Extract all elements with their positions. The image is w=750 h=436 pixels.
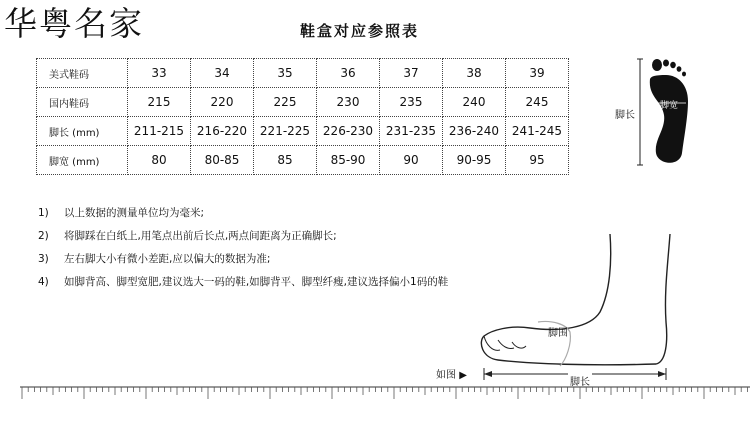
- table-cell: 220: [191, 88, 254, 117]
- table-cell: 80-85: [191, 146, 254, 175]
- list-item: [38, 202, 448, 225]
- list-item: [38, 248, 448, 271]
- row-label: 脚宽 (mm): [37, 146, 128, 175]
- page-title: 鞋盒对应参照表: [300, 22, 420, 40]
- table-cell: 33: [128, 59, 191, 88]
- table-cell: 230: [317, 88, 380, 117]
- foot-length-label: 脚长: [615, 110, 635, 121]
- foot-width-label: 脚宽: [659, 101, 679, 111]
- brand-logo: 华粤名家: [4, 4, 144, 43]
- table-cell: 95: [506, 146, 569, 175]
- table-cell: 211-215: [128, 117, 191, 146]
- table-cell: 39: [506, 59, 569, 88]
- right-arrow-icon: ▶: [459, 370, 467, 381]
- side-length-label: 脚长: [568, 373, 592, 388]
- note-text: 将脚踩在白纸上,用笔点出前后长点,两点间距离为正确脚长;: [64, 230, 337, 242]
- table-cell: 85: [254, 146, 317, 175]
- table-cell: 36: [317, 59, 380, 88]
- table-cell: 37: [380, 59, 443, 88]
- note-number: 1): [38, 207, 49, 219]
- list-item: [38, 271, 448, 294]
- table-cell: 240: [443, 88, 506, 117]
- table-cell: 235: [380, 88, 443, 117]
- table-cell: 225: [254, 88, 317, 117]
- table-row: [37, 117, 569, 146]
- table-cell: 221-225: [254, 117, 317, 146]
- table-cell: 231-235: [380, 117, 443, 146]
- table-cell: 38: [443, 59, 506, 88]
- table-cell: 216-220: [191, 117, 254, 146]
- row-label: 脚长 (mm): [37, 117, 128, 146]
- as-shown-label: [436, 366, 467, 381]
- note-text: 左右脚大小有微小差距,应以偏大的数据为准;: [64, 253, 271, 265]
- as-shown-text: 如图: [436, 370, 456, 381]
- row-label: 美式鞋码: [37, 59, 128, 88]
- foot-side-illustration: [470, 232, 680, 384]
- note-number: 4): [38, 276, 49, 288]
- table-cell: 241-245: [506, 117, 569, 146]
- notes-list: [38, 202, 448, 294]
- table-row: [37, 59, 569, 88]
- table-cell: 215: [128, 88, 191, 117]
- table-cell: 90: [380, 146, 443, 175]
- note-number: 2): [38, 230, 49, 242]
- table-row: [37, 88, 569, 117]
- table-cell: 236-240: [443, 117, 506, 146]
- list-item: [38, 225, 448, 248]
- foot-girth-label: 脚围: [548, 328, 568, 339]
- table-cell: 85-90: [317, 146, 380, 175]
- note-text: 如脚背高、脚型宽肥,建议选大一码的鞋,如脚背平、脚型纤瘦,建议选择偏小1码的鞋: [64, 276, 449, 288]
- size-table: [36, 58, 569, 175]
- table-cell: 80: [128, 146, 191, 175]
- table-row: [37, 146, 569, 175]
- table-cell: 35: [254, 59, 317, 88]
- ruler: [20, 386, 750, 416]
- note-text: 以上数据的测量单位均为毫米;: [64, 207, 205, 219]
- note-number: 3): [38, 253, 49, 265]
- row-label: 国内鞋码: [37, 88, 128, 117]
- footprint-icon: [636, 57, 698, 167]
- table-cell: 245: [506, 88, 569, 117]
- table-cell: 226-230: [317, 117, 380, 146]
- table-cell: 34: [191, 59, 254, 88]
- table-cell: 90-95: [443, 146, 506, 175]
